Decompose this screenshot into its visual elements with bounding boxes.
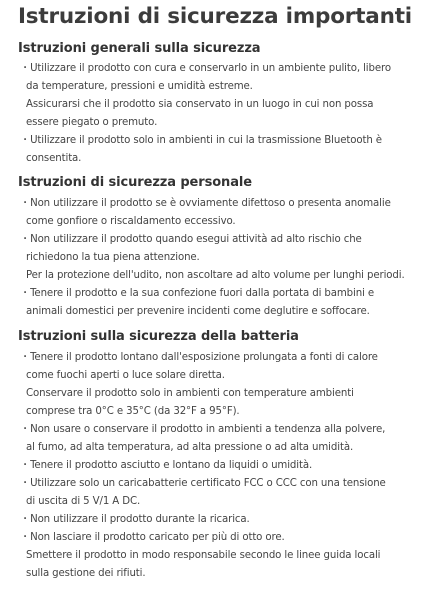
list-item: ・Non usare o conservare il prodotto in ambienti a tendenza alla polvere, [20,424,386,435]
section-heading-personal: Istruzioni di sicurezza personale [18,175,252,190]
list-item-continuation: Conservare il prodotto solo in ambienti con temperature ambienti [26,388,354,399]
list-item-continuation: Smettere il prodotto in modo responsabile secondo le linee guida locali [26,550,381,561]
list-item-continuation: da temperature, pressioni e umidità estreme. [26,81,253,92]
page-title: Istruzioni di sicurezza importanti [18,4,412,29]
list-item-continuation: consentita. [26,153,82,164]
list-item-continuation: animali domestici per prevenire incidenti come deglutire e soffocare. [26,306,370,317]
list-item: ・Non lasciare il prodotto caricato per più di otto ore. [20,532,285,543]
list-item: ・Non utilizzare il prodotto durante la ricarica. [20,514,250,525]
section-heading-battery: Istruzioni sulla sicurezza della batteria [18,329,299,344]
list-item-continuation: come gonfiore o riscaldamento eccessivo. [26,216,236,227]
list-item: ・Utilizzare solo un caricabatterie certificato FCC o CCC con una tensione [20,478,386,489]
list-item-continuation: Assicurarsi che il prodotto sia conservato in un luogo in cui non possa [26,99,374,110]
list-item: ・Non utilizzare il prodotto se è ovviamente difettoso o presenta anomalie [20,198,391,209]
list-item-continuation: come fuochi aperti o luce solare diretta. [26,370,225,381]
list-item: ・Non utilizzare il prodotto quando esegui attività ad alto rischio che [20,234,362,245]
list-item: ・Tenere il prodotto asciutto e lontano da liquidi o umidità. [20,460,313,471]
section-heading-general: Istruzioni generali sulla sicurezza [18,41,261,56]
list-item-continuation: essere piegato o premuto. [26,117,158,128]
list-item-continuation: Per la protezione dell'udito, non ascoltare ad alto volume per lunghi periodi. [26,270,405,281]
list-item-continuation: comprese tra 0°C e 35°C (da 32°F a 95°F). [26,406,240,417]
list-item: ・Tenere il prodotto lontano dall'esposizione prolungata a fonti di calore [20,352,378,363]
list-item: ・Utilizzare il prodotto solo in ambienti in cui la trasmissione Bluetooth è [20,135,382,146]
list-item: ・Utilizzare il prodotto con cura e conservarlo in un ambiente pulito, libero [20,63,391,74]
list-item-continuation: di uscita di 5 V/1 A DC. [26,496,141,507]
list-item-continuation: richiedono la tua piena attenzione. [26,252,200,263]
list-item-continuation: al fumo, ad alta temperatura, ad alta pressione o ad alta umidità. [26,442,354,453]
list-item: ・Tenere il prodotto e la sua confezione fuori dalla portata di bambini e [20,288,375,299]
list-item-continuation: sulla gestione dei rifiuti. [26,568,146,579]
